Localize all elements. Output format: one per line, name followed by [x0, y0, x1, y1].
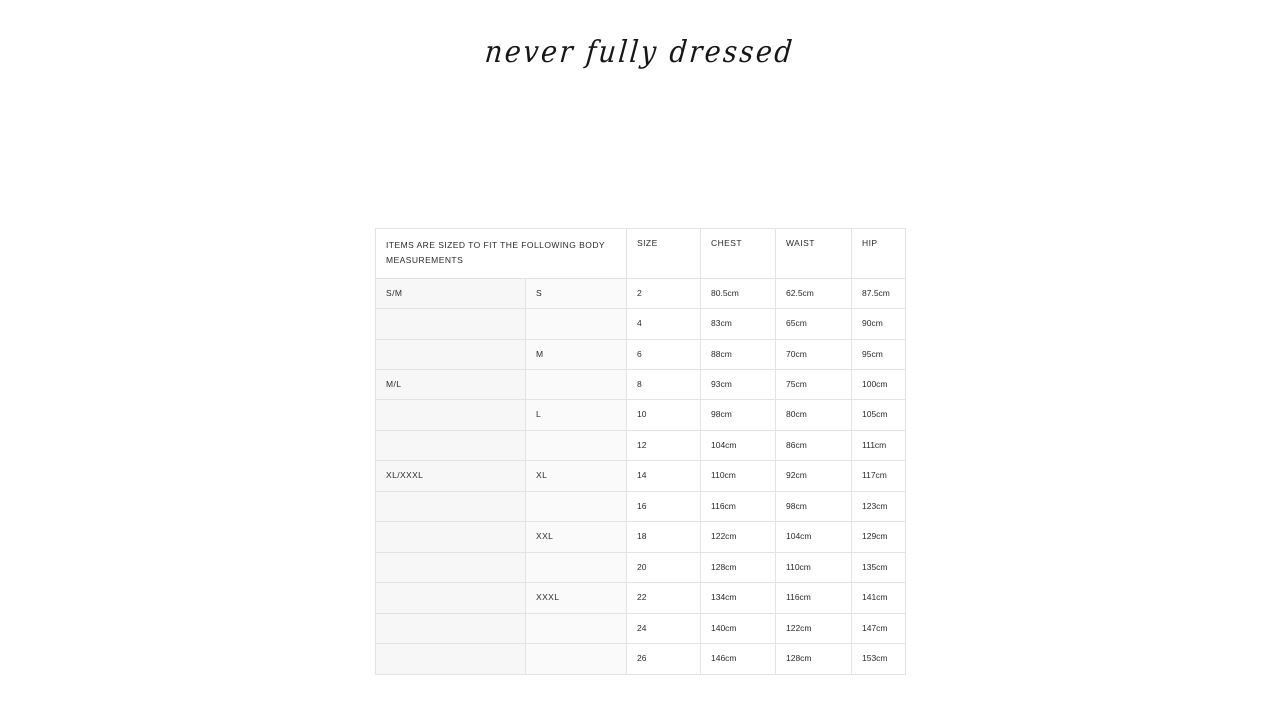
cell-band — [526, 370, 627, 400]
cell-band: S — [526, 278, 627, 308]
cell-band — [526, 309, 627, 339]
cell-size: 12 — [627, 430, 701, 460]
cell-group — [376, 309, 526, 339]
cell-size: 2 — [627, 278, 701, 308]
size-chart-table — [375, 228, 906, 675]
cell-size: 10 — [627, 400, 701, 430]
cell-group: M/L — [376, 370, 526, 400]
cell-group — [376, 583, 526, 613]
cell-hip: 153cm — [852, 644, 906, 674]
cell-group — [376, 644, 526, 674]
cell-hip: 123cm — [852, 491, 906, 521]
cell-size: 4 — [627, 309, 701, 339]
table-row — [376, 461, 906, 491]
cell-waist: 104cm — [776, 522, 852, 552]
cell-group — [376, 430, 526, 460]
cell-hip: 90cm — [852, 309, 906, 339]
cell-chest: 140cm — [701, 613, 776, 643]
cell-band: M — [526, 339, 627, 369]
table-row — [376, 644, 906, 674]
brand-logo — [0, 35, 1280, 70]
cell-band: XXXL — [526, 583, 627, 613]
cell-band — [526, 491, 627, 521]
cell-size: 22 — [627, 583, 701, 613]
cell-hip: 117cm — [852, 461, 906, 491]
table-row — [376, 522, 906, 552]
cell-chest: 122cm — [701, 522, 776, 552]
table-row — [376, 278, 906, 308]
header-size: SIZE — [627, 229, 701, 279]
size-chart — [375, 228, 905, 675]
cell-size: 20 — [627, 552, 701, 582]
header-chest: CHEST — [701, 229, 776, 279]
cell-hip: 141cm — [852, 583, 906, 613]
cell-chest: 128cm — [701, 552, 776, 582]
cell-waist: 98cm — [776, 491, 852, 521]
cell-waist: 65cm — [776, 309, 852, 339]
cell-waist: 116cm — [776, 583, 852, 613]
cell-hip: 135cm — [852, 552, 906, 582]
table-row — [376, 491, 906, 521]
cell-waist: 92cm — [776, 461, 852, 491]
header-description: ITEMS ARE SIZED TO FIT THE FOLLOWING BODY MEASUREMENTS — [376, 229, 627, 279]
table-row — [376, 552, 906, 582]
size-chart-header — [376, 229, 906, 279]
cell-group — [376, 339, 526, 369]
cell-waist: 128cm — [776, 644, 852, 674]
cell-group — [376, 613, 526, 643]
cell-size: 26 — [627, 644, 701, 674]
cell-band — [526, 430, 627, 460]
cell-chest: 83cm — [701, 309, 776, 339]
cell-group: S/M — [376, 278, 526, 308]
cell-size: 6 — [627, 339, 701, 369]
cell-chest: 93cm — [701, 370, 776, 400]
cell-hip: 87.5cm — [852, 278, 906, 308]
cell-hip: 129cm — [852, 522, 906, 552]
cell-band: XXL — [526, 522, 627, 552]
cell-hip: 111cm — [852, 430, 906, 460]
cell-waist: 80cm — [776, 400, 852, 430]
cell-chest: 88cm — [701, 339, 776, 369]
table-row — [376, 430, 906, 460]
cell-waist: 122cm — [776, 613, 852, 643]
table-header-row — [376, 229, 906, 279]
cell-group — [376, 400, 526, 430]
cell-hip: 147cm — [852, 613, 906, 643]
cell-band — [526, 613, 627, 643]
cell-size: 8 — [627, 370, 701, 400]
header-waist: WAIST — [776, 229, 852, 279]
cell-band: L — [526, 400, 627, 430]
cell-group — [376, 491, 526, 521]
cell-waist: 62.5cm — [776, 278, 852, 308]
cell-band — [526, 552, 627, 582]
cell-waist: 75cm — [776, 370, 852, 400]
cell-band: XL — [526, 461, 627, 491]
size-chart-body — [376, 278, 906, 674]
table-row — [376, 309, 906, 339]
cell-group — [376, 552, 526, 582]
cell-hip: 100cm — [852, 370, 906, 400]
cell-chest: 80.5cm — [701, 278, 776, 308]
table-row — [376, 339, 906, 369]
cell-chest: 134cm — [701, 583, 776, 613]
cell-hip: 105cm — [852, 400, 906, 430]
cell-size: 14 — [627, 461, 701, 491]
table-row — [376, 400, 906, 430]
cell-chest: 98cm — [701, 400, 776, 430]
cell-waist: 86cm — [776, 430, 852, 460]
cell-size: 18 — [627, 522, 701, 552]
table-row — [376, 583, 906, 613]
cell-waist: 70cm — [776, 339, 852, 369]
cell-band — [526, 644, 627, 674]
cell-group — [376, 522, 526, 552]
cell-group: XL/XXXL — [376, 461, 526, 491]
cell-size: 24 — [627, 613, 701, 643]
header-hip: HIP — [852, 229, 906, 279]
cell-hip: 95cm — [852, 339, 906, 369]
cell-chest: 104cm — [701, 430, 776, 460]
cell-waist: 110cm — [776, 552, 852, 582]
table-row — [376, 370, 906, 400]
table-row — [376, 613, 906, 643]
cell-chest: 116cm — [701, 491, 776, 521]
cell-size: 16 — [627, 491, 701, 521]
cell-chest: 110cm — [701, 461, 776, 491]
brand-logo-text: never fully dressed — [483, 35, 797, 70]
cell-chest: 146cm — [701, 644, 776, 674]
